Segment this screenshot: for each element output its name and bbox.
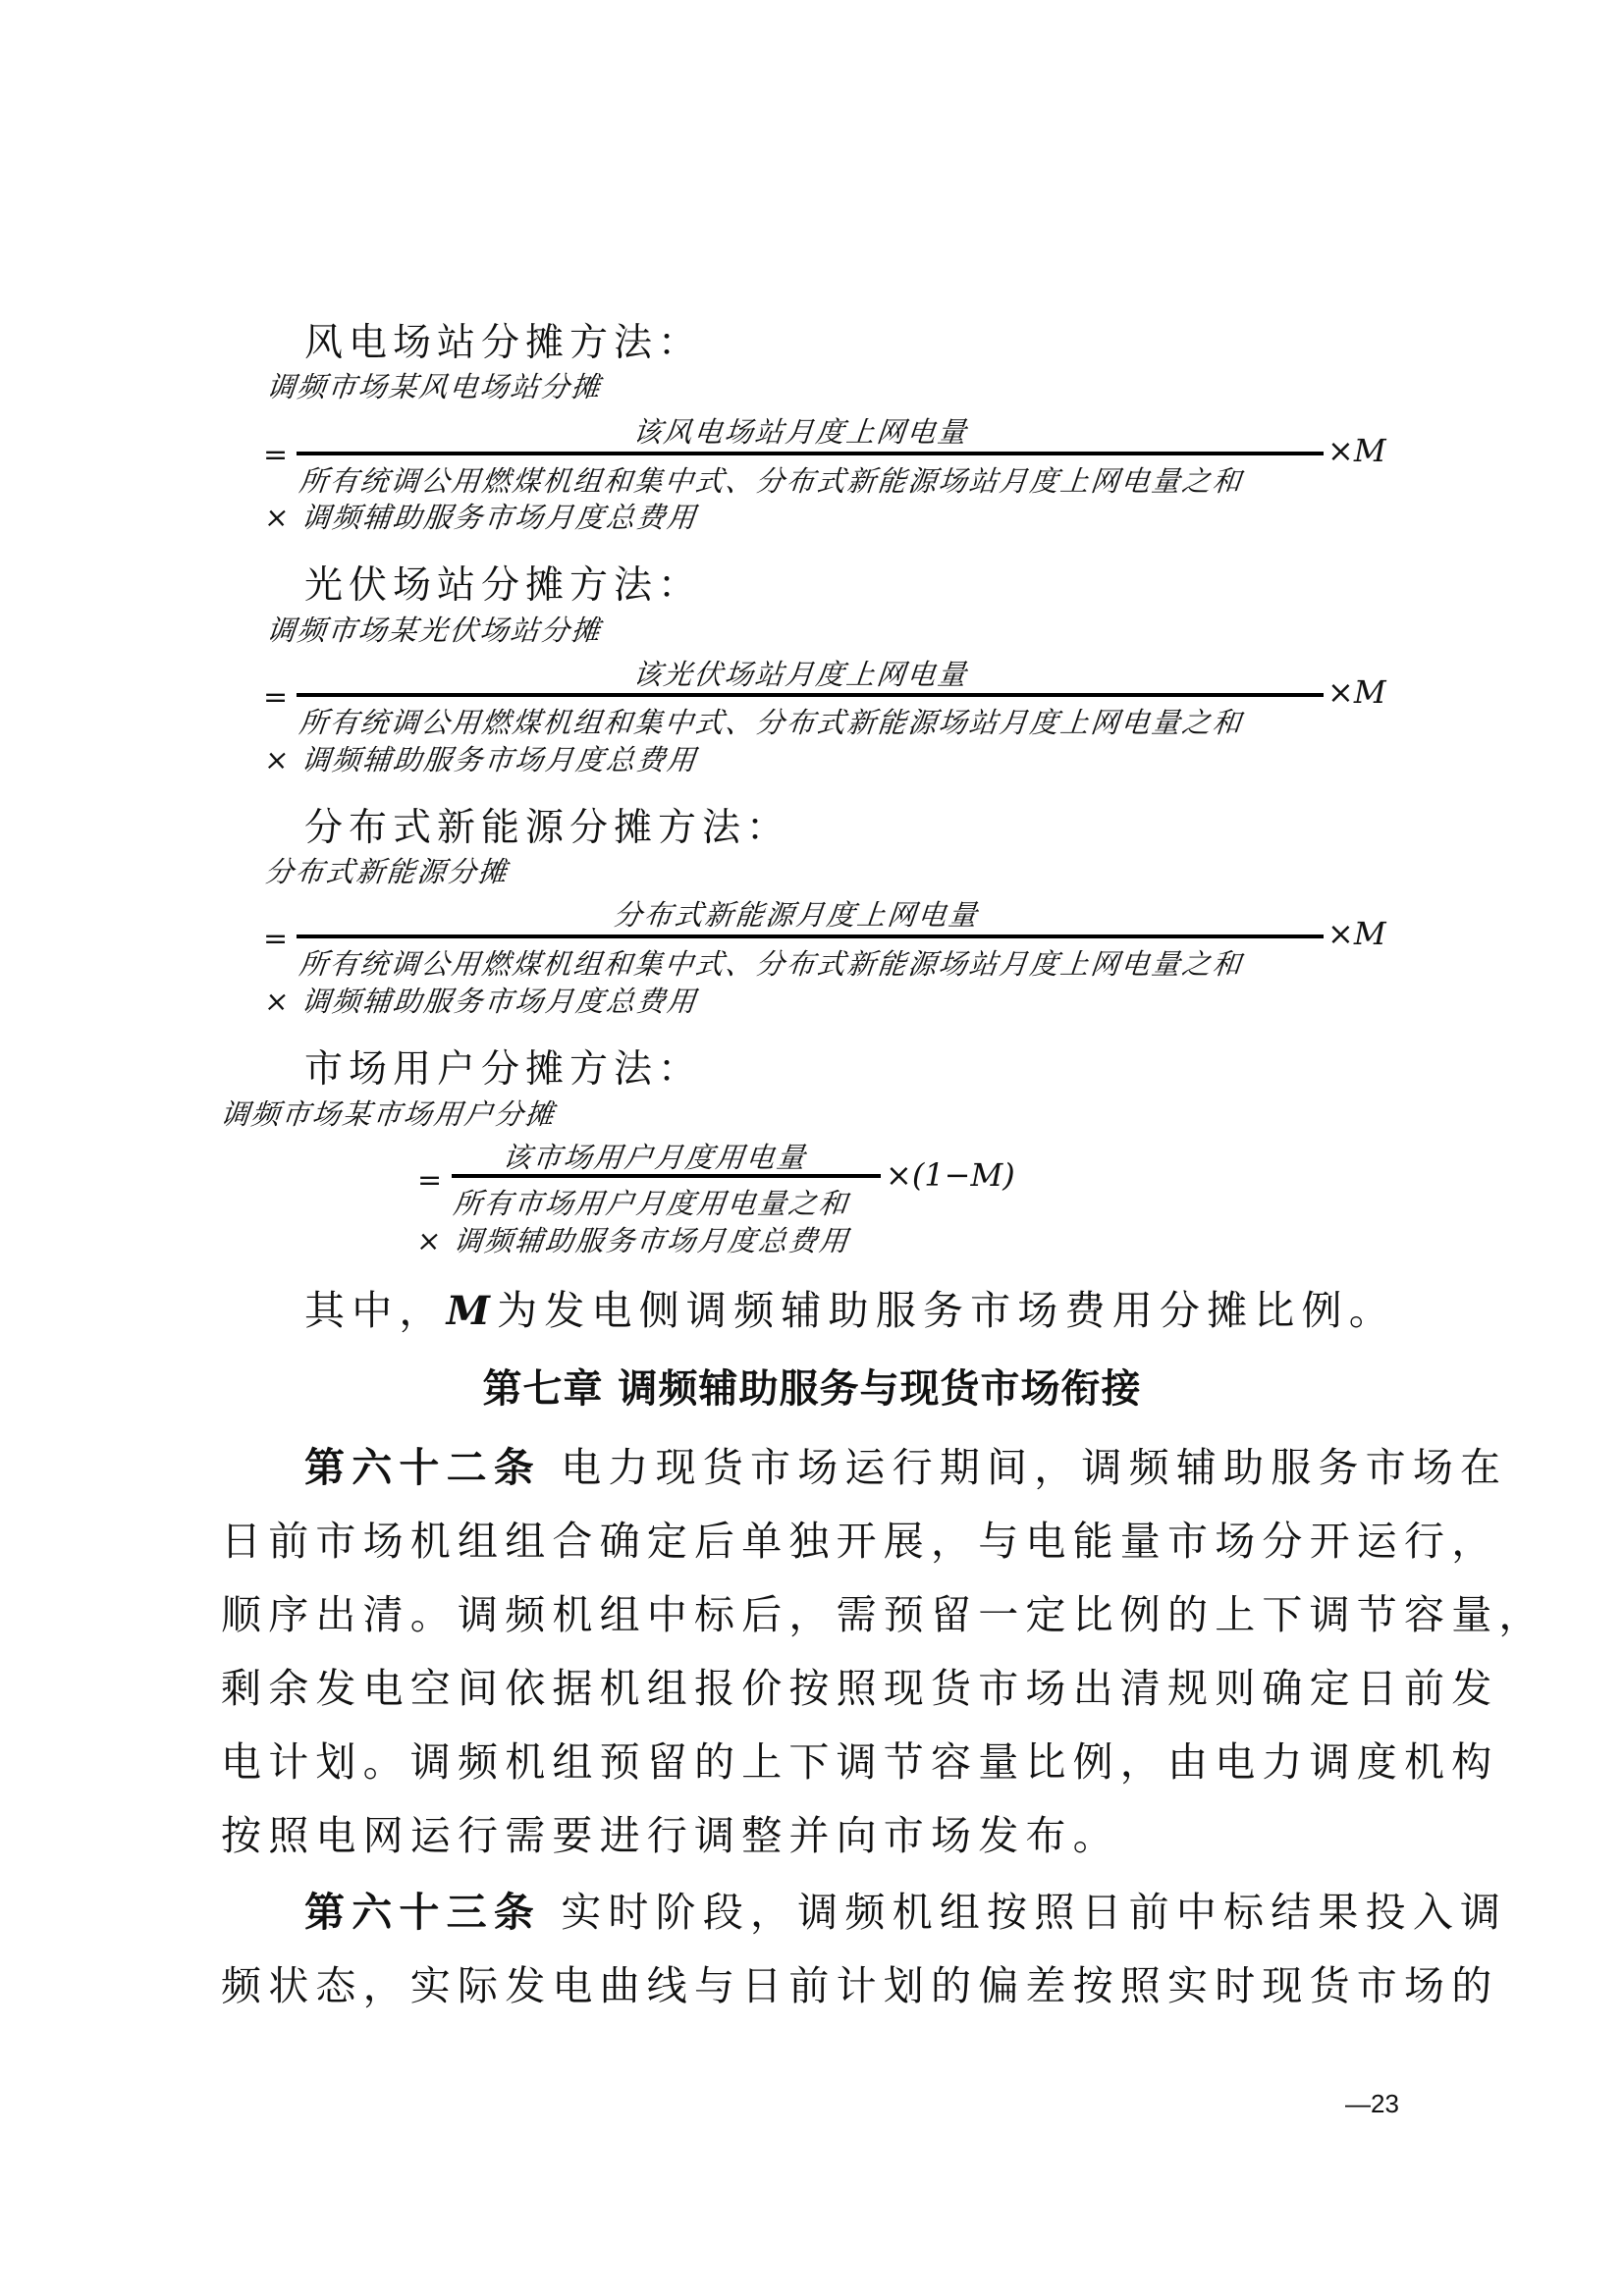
formula-factor: ×M (1327, 915, 1386, 952)
formula-numerator: 该市场用户月度用电量 (501, 1141, 809, 1174)
article-first-line (304, 1880, 1507, 1938)
article-line: 日前市场机组组合确定后单独开展，与电能量市场分开运行， (221, 1518, 1499, 1565)
formula-heading: 风电场站分摊方法： (304, 321, 703, 365)
note-text: 为发电侧调频辅助服务市场费用分摊比例。 (497, 1287, 1396, 1334)
fraction-bar (297, 693, 1324, 697)
article-line: 频状态，实际发电曲线与日前计划的偏差按照实时现货市场的 (221, 1962, 1499, 2009)
formula-factor: ×M (1327, 673, 1386, 711)
formula-tail: × 调频辅助服务市场月度总费用 (415, 1224, 852, 1257)
equals-sign: = (263, 680, 289, 715)
fraction-bar (452, 1174, 881, 1178)
formula-denominator: 所有市场用户月度用电量之和 (452, 1187, 851, 1220)
formula-tail: × 调频辅助服务市场月度总费用 (263, 985, 700, 1018)
formula-lhs: 调频市场某市场用户分摊 (219, 1097, 558, 1131)
fraction-bar (297, 934, 1324, 938)
formula-heading: 市场用户分摊方法： (304, 1047, 703, 1092)
article-line: 实时阶段，调频机组按照日前中标结果投入调 (561, 1889, 1508, 1936)
note-paragraph (304, 1278, 1396, 1336)
formula-numerator: 该风电场站月度上网电量 (631, 415, 970, 449)
article-line: 按照电网运行需要进行调整并向市场发布。 (221, 1812, 1120, 1859)
chapter-title: 第七章 调频辅助服务与现货市场衔接 (482, 1366, 1142, 1412)
page-number: —23 (1345, 2089, 1399, 2118)
formula-denominator: 所有统调公用燃煤机组和集中式、分布式新能源场站月度上网电量之和 (298, 706, 1245, 739)
formula-factor: ×M (1327, 432, 1386, 469)
formula-heading: 分布式新能源分摊方法： (304, 806, 791, 850)
equals-sign: = (263, 438, 289, 472)
formula-factor: ×(1−M) (886, 1156, 1015, 1194)
article-line: 剩余发电空间依据机组报价按照现货市场出清规则确定日前发 (221, 1665, 1499, 1712)
article-label: 第六十三条 (304, 1889, 541, 1936)
formula-lhs: 分布式新能源分摊 (263, 855, 511, 888)
formula-tail: × 调频辅助服务市场月度总费用 (263, 743, 700, 776)
formula-lhs: 调频市场某风电场站分摊 (265, 370, 604, 403)
formula-heading: 光伏场站分摊方法： (304, 563, 703, 608)
article-line: 电计划。调频机组预留的上下调节容量比例，由电力调度机构 (221, 1738, 1499, 1786)
article-line: 顺序出清。调频机组中标后，需预留一定比例的上下调节容量， (221, 1591, 1546, 1638)
formula-lhs: 调频市场某光伏场站分摊 (265, 614, 604, 647)
note-prefix: 其中， (304, 1287, 447, 1334)
article-line: 电力现货市场运行期间，调频辅助服务市场在 (561, 1444, 1508, 1491)
equals-sign: = (417, 1163, 443, 1198)
article-first-line (304, 1435, 1507, 1493)
note-variable: M (446, 1288, 498, 1334)
formula-tail: × 调频辅助服务市场月度总费用 (263, 501, 700, 534)
equals-sign: = (263, 922, 289, 956)
formula-denominator: 所有统调公用燃煤机组和集中式、分布式新能源场站月度上网电量之和 (298, 947, 1245, 981)
formula-numerator: 该光伏场站月度上网电量 (631, 658, 970, 691)
formula-numerator: 分布式新能源月度上网电量 (612, 898, 981, 932)
article-label: 第六十二条 (304, 1444, 541, 1491)
formula-denominator: 所有统调公用燃煤机组和集中式、分布式新能源场站月度上网电量之和 (298, 464, 1245, 498)
fraction-bar (297, 452, 1324, 455)
